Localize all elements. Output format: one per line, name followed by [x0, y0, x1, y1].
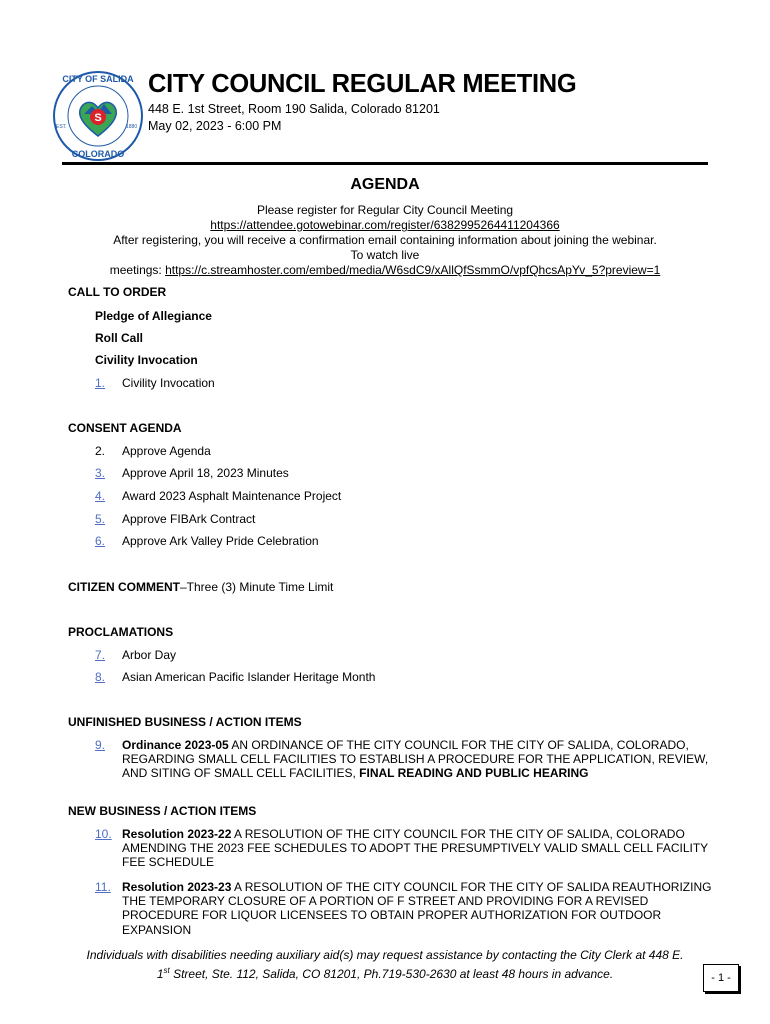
- item-5-text: Approve FIBArk Contract: [122, 512, 256, 526]
- item-10-text: A RESOLUTION OF THE CITY COUNCIL FOR THE CITY OF SALIDA, COLORADO AMENDING THE 2023 FEE SCHEDULES TO ADOPT THE PRESUMPTIVELY VALID SMALL CELL FACILITY FEE SCHEDULE: [122, 827, 708, 870]
- item-9-text: AN ORDINANCE OF THE CITY COUNCIL FOR THE CITY OF SALIDA, COLORADO, REGARDING SMALL CELL FACILITIES TO ESTABLISH A PROCEDURE FOR THE APPLICATION, REVIEW, AND SITING OF SMALL CELL FACILITIES,: [122, 738, 709, 781]
- watch-live-prefix: meetings:: [109, 263, 166, 277]
- section-unfinished-business: UNFINISHED BUSINESS / ACTION ITEMS: [68, 715, 302, 729]
- item-1-link[interactable]: 1.: [95, 376, 106, 390]
- item-8-text: Asian American Pacific Islander Heritage Month: [122, 670, 376, 684]
- footer-line-2-sup: st: [163, 966, 170, 975]
- watch-live-link[interactable]: https://c.streamhoster.com/embed/media/W6sdC9/xAllQfSsmmO/vpfQhcsApYv_5?preview=1: [165, 263, 661, 277]
- watch-live-label: To watch live: [350, 248, 420, 262]
- item-10-link[interactable]: 10.: [95, 827, 112, 841]
- svg-text:1880: 1880: [126, 124, 138, 130]
- section-citizen-comment: [68, 580, 333, 594]
- svg-text:COLORADO: COLORADO: [71, 149, 125, 159]
- item-9-link[interactable]: 9.: [95, 738, 106, 752]
- citizen-comment-heading: CITIZEN COMMENT: [68, 580, 180, 594]
- item-11-resolution: Resolution 2023-23: [122, 880, 232, 894]
- agenda-heading: AGENDA: [350, 176, 420, 193]
- footer-line-1: Individuals with disabilities needing auxiliary aid(s) may request assistance by contacting the City Clerk at 448 E.: [86, 948, 684, 962]
- svg-text:CITY OF SALIDA: CITY OF SALIDA: [62, 74, 134, 84]
- item-8-link[interactable]: 8.: [95, 670, 106, 684]
- footer-line-2-a: 1: [156, 967, 164, 981]
- item-3-text: Approve April 18, 2023 Minutes: [122, 466, 289, 480]
- item-4-text: Award 2023 Asphalt Maintenance Project: [122, 489, 342, 503]
- item-2-text: Approve Agenda: [122, 444, 211, 458]
- item-4-link[interactable]: 4.: [95, 489, 106, 503]
- item-3-link[interactable]: 3.: [95, 466, 106, 480]
- register-line: Please register for Regular City Council Meeting: [256, 203, 514, 217]
- sub-pledge: Pledge of Allegiance: [95, 309, 212, 323]
- footer-accessibility-note: [0, 948, 770, 982]
- section-new-business: NEW BUSINESS / ACTION ITEMS: [68, 804, 257, 818]
- page-number: - 1 -: [703, 964, 739, 992]
- svg-text:EST.: EST.: [56, 124, 67, 130]
- item-6-link[interactable]: 6.: [95, 534, 106, 548]
- item-11-text: A RESOLUTION OF THE CITY COUNCIL FOR THE CITY OF SALIDA REAUTHORIZING THE TEMPORARY CLOSURE OF A PORTION OF F STREET AND PROVIDING FOR A REVISED PROCEDURE FOR LIQUOR LICENSEES TO OBTAIN PROPER AUTHORIZATION FOR OUTDOOR EXPANSION: [122, 880, 712, 937]
- item-9-final-reading: FINAL READING AND PUBLIC HEARING: [359, 766, 589, 781]
- section-proclamations: PROCLAMATIONS: [68, 625, 174, 639]
- item-10-resolution: Resolution 2023-22: [122, 827, 232, 841]
- register-info: After registering, you will receive a confirmation email containing information about joining the webinar.: [113, 233, 657, 247]
- footer-line-2-b: Street, Ste. 112, Salida, CO 81201, Ph.719-530-2630 at least 48 hours in advance.: [169, 967, 614, 981]
- city-of-salida-logo: [52, 70, 144, 162]
- item-7-link[interactable]: 7.: [95, 648, 106, 662]
- sub-roll-call: Roll Call: [95, 331, 144, 345]
- agenda-item-11: [122, 880, 712, 937]
- citizen-comment-text: –Three (3) Minute Time Limit: [180, 580, 334, 594]
- item-7-text: Arbor Day: [122, 648, 177, 662]
- agenda-item-10: [122, 827, 712, 870]
- register-link-row: [0, 218, 770, 232]
- meeting-title: CITY COUNCIL REGULAR MEETING: [148, 70, 577, 98]
- footer-line-2: [0, 963, 770, 982]
- header-divider: [62, 162, 708, 165]
- item-5-link[interactable]: 5.: [95, 512, 106, 526]
- item-6-text: Approve Ark Valley Pride Celebration: [122, 534, 319, 548]
- sub-civility: Civility Invocation: [95, 353, 198, 367]
- item-11-link[interactable]: 11.: [95, 880, 111, 894]
- item-9-ordinance: Ordinance 2023-05: [122, 738, 229, 752]
- watch-live-row: [0, 263, 770, 277]
- section-call-to-order: CALL TO ORDER: [68, 285, 167, 299]
- item-1-text: Civility Invocation: [122, 376, 215, 390]
- item-2-number: 2.: [95, 444, 106, 458]
- meeting-date: May 02, 2023 - 6:00 PM: [148, 119, 282, 133]
- meeting-address: 448 E. 1st Street, Room 190 Salida, Colorado 81201: [148, 102, 440, 116]
- agenda-item-9: [122, 738, 712, 781]
- register-link[interactable]: https://attendee.gotowebinar.com/register/6382995264411204366: [210, 218, 560, 232]
- section-consent: CONSENT AGENDA: [68, 421, 182, 435]
- svg-text:S: S: [94, 112, 102, 124]
